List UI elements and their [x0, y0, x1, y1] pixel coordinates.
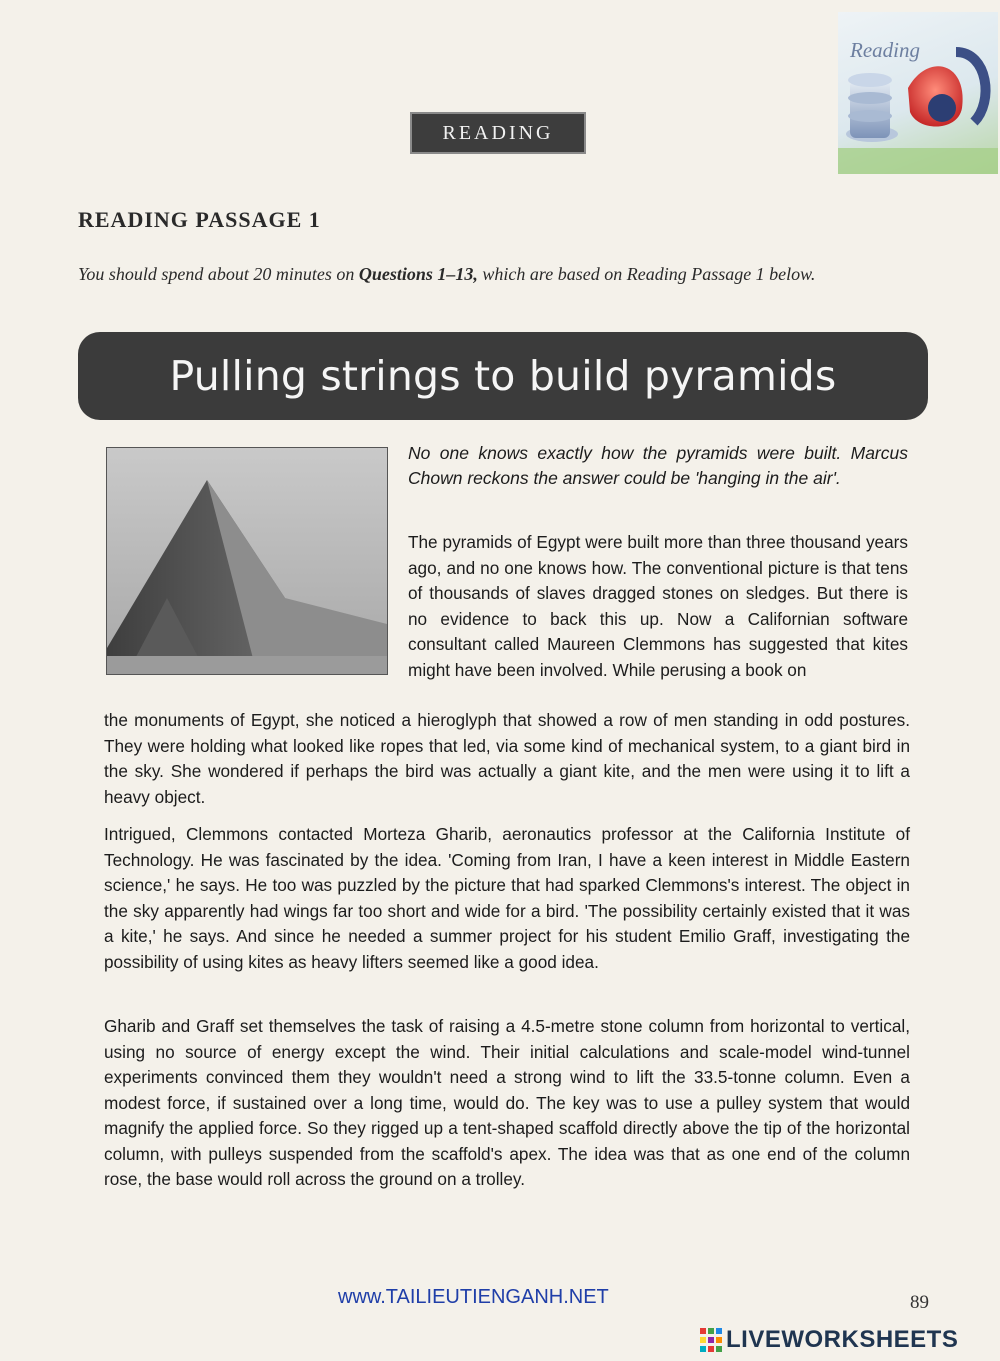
page-number: 89: [910, 1292, 929, 1313]
liveworksheets-grid-icon: [700, 1328, 722, 1352]
instruction-before: You should spend about 20 minutes on: [78, 264, 359, 284]
reading-badge-icon: [838, 12, 998, 174]
paragraph-3: Gharib and Graff set themselves the task of raising a 4.5-metre stone column from horizontal to vertical, using no source of energy except the wind. Their initial calculations and scale-model wind-tunnel experiments convinced them they wouldn't need a strong wind to lift the 33.5-tonne column. Even a modest force, if sustained over a long time, would do. The key was to use a pulley system that would magnify the applied force. So they rigged up a tent-shaped scaffold directly above the tip of the horizontal column, with pulleys suspended from the scaffold's apex. The idea was that as one end of the column rose, the base would roll across the ground on a trolley.: [104, 1016, 910, 1189]
liveworksheets-text: LIVEWORKSHEETS: [726, 1326, 959, 1353]
section-label: READING: [410, 112, 586, 154]
article-intro: No one knows exactly how the pyramids were built. Marcus Chown reckons the answer could be 'hanging in the air'.: [408, 443, 908, 488]
instruction-text: [78, 262, 916, 287]
pyramid-photo: [106, 447, 388, 675]
paragraph-2: Intrigued, Clemmons contacted Morteza Gharib, aeronautics professor at the California Institute of Technology. He was fascinated by the idea. 'Coming from Iran, I have a keen interest in Middle Eastern science,' he says. He too was puzzled by the picture that had sparked Clemmons's interest. The object in the sky apparently had wings far too short and wide for a bird. 'The possibility certainly existed that it was a kite,' he says. And since he needed a summer project for his student Emilio Graff, investigating the possibility of using kites as heavy lifters seemed like a good idea.: [104, 824, 910, 972]
article-title: Pulling strings to build pyramids: [169, 352, 837, 400]
footer-url[interactable]: www.TAILIEUTIENGANH.NET: [338, 1286, 609, 1308]
badge-label: Reading: [850, 38, 920, 62]
reading-badge: [838, 12, 998, 174]
instruction-questions: Questions 1–13,: [358, 264, 478, 284]
liveworksheets-logo[interactable]: [700, 1325, 958, 1355]
paragraph-1-wrapped: The pyramids of Egypt were built more than three thousand years ago, and no one knows how. The conventional picture is that tens of thousands of slaves dragged stones on sledges. But there is no evidence to back this up. Now a Californian software consultant called Maureen Clemmons has suggested that kites might have been involved. While perusing a book on: [408, 532, 908, 680]
article-title-bar: [78, 332, 928, 420]
pyramid-illustration: [107, 448, 387, 674]
instruction-after: which are based on Reading Passage 1 below.: [477, 264, 816, 284]
paragraph-1-continued: the monuments of Egypt, she noticed a hieroglyph that showed a row of men standing in odd postures. They were holding what looked like ropes that led, via some kind of mechanical system, to a giant bird in the sky. She wondered if perhaps the bird was actually a giant kite, and the men were using it to lift a heavy object.: [104, 710, 910, 807]
passage-heading: READING PASSAGE 1: [78, 207, 321, 232]
